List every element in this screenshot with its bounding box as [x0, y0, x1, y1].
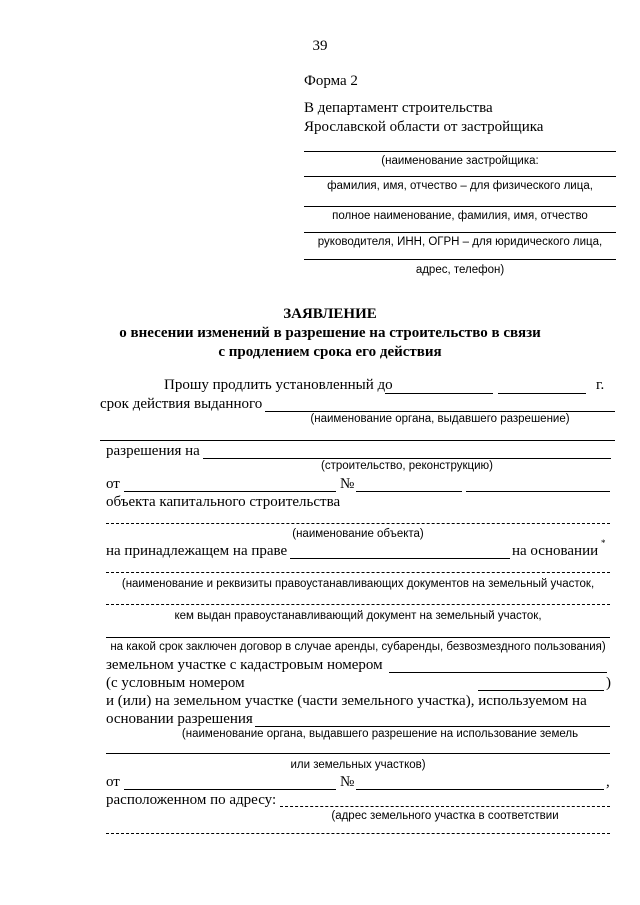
permit-number-field-2[interactable] — [466, 491, 610, 492]
applicant-line-2 — [304, 176, 616, 177]
page-number: 39 — [312, 38, 328, 54]
permit-for-label: разрешения на — [106, 443, 200, 459]
and-or-line: и (или) на земельном участке (части земельного участка), используемом на — [106, 693, 587, 709]
lease-term-field[interactable] — [106, 637, 610, 638]
extend-date-field[interactable] — [385, 393, 493, 394]
number-label-2: № — [340, 774, 355, 790]
caption-issued-by: кем выдан правоустанавливающий документ на земельный участок, — [174, 610, 542, 622]
applicant-line-1 — [304, 151, 616, 152]
caption-object: (наименование объекта) — [292, 528, 424, 540]
title-heading: ЗАЯВЛЕНИЕ — [283, 306, 377, 322]
asterisk-note: * — [601, 538, 606, 548]
extend-year-field[interactable] — [498, 393, 586, 394]
works-type-field[interactable] — [203, 458, 611, 459]
applicant-line-3 — [304, 206, 616, 207]
land-permit-issuer-line-2 — [106, 753, 610, 754]
applicant-caption-4: руководителя, ИНН, ОГРН – для юридического лица, — [317, 236, 603, 248]
issuer-field[interactable] — [265, 411, 615, 412]
term-label: срок действия выданного — [100, 396, 263, 412]
address-field[interactable] — [280, 806, 610, 807]
basis-label: на основании — [512, 543, 599, 559]
title-line-2: о внесении изменений в разрешение на строительство в связи — [119, 325, 541, 341]
land-permit-issuer-field[interactable] — [255, 726, 610, 727]
applicant-caption-2: фамилия, имя, отчество – для физического лица, — [327, 180, 593, 192]
permit-number-field[interactable] — [356, 491, 462, 492]
title-line-3: с продлением срока его действия — [218, 344, 442, 360]
right-type-field[interactable] — [290, 558, 510, 559]
from-label: от — [106, 476, 120, 492]
issuer-field-line-2 — [100, 440, 615, 441]
land-permit-date-field[interactable] — [124, 789, 336, 790]
object-field[interactable] — [106, 523, 610, 524]
applicant-line-5 — [304, 259, 616, 260]
request-line-text: Прошу продлить установленный до — [164, 377, 393, 393]
issued-by-field[interactable] — [106, 604, 610, 605]
conditional-label: (с условным номером — [106, 675, 245, 691]
applicant-line-4 — [304, 232, 616, 233]
number-label: № — [340, 476, 355, 492]
caption-lease-term: на какой срок заключен договор в случае аренды, субаренды, безвозмездного пользования) — [110, 641, 606, 653]
caption-land-issuer-2: или земельных участков) — [290, 759, 426, 771]
cadastral-number-field[interactable] — [389, 672, 607, 673]
from-label-2: от — [106, 774, 120, 790]
caption-address: (адрес земельного участка в соответствии — [331, 810, 559, 822]
land-docs-field[interactable] — [106, 572, 610, 573]
permit-basis-label: основании разрешения — [106, 711, 253, 727]
caption-issuer: (наименование органа, выдавшего разрешение) — [310, 413, 570, 425]
permit-date-field[interactable] — [124, 491, 336, 492]
caption-land-docs: (наименование и реквизиты правоустанавливающих документов на земельный участок, — [121, 578, 595, 590]
year-suffix: г. — [596, 377, 605, 393]
caption-works: (строительство, реконструкцию) — [321, 460, 493, 472]
conditional-number-field[interactable] — [478, 690, 604, 691]
addressee-line-1: В департамент строительства — [304, 100, 493, 116]
right-label: на принадлежащем на праве — [106, 543, 288, 559]
caption-land-issuer: (наименование органа, выдавшего разрешение на использование земель — [181, 728, 579, 740]
comma: , — [606, 774, 610, 790]
object-label: объекта капитального строительства — [106, 494, 341, 510]
applicant-caption-1: (наименование застройщика: — [381, 155, 539, 167]
land-permit-number-field[interactable] — [356, 789, 604, 790]
form-label: Форма 2 — [304, 73, 358, 89]
applicant-caption-3: полное наименование, фамилия, имя, отчество — [332, 210, 588, 222]
address-field-line-2[interactable] — [106, 833, 610, 834]
addressee-line-2: Ярославской области от застройщика — [304, 119, 544, 135]
address-label: расположенном по адресу: — [106, 792, 277, 808]
applicant-caption-5: адрес, телефон) — [415, 264, 505, 276]
close-paren: ) — [606, 675, 611, 691]
cadastral-label: земельном участке с кадастровым номером — [106, 657, 383, 673]
